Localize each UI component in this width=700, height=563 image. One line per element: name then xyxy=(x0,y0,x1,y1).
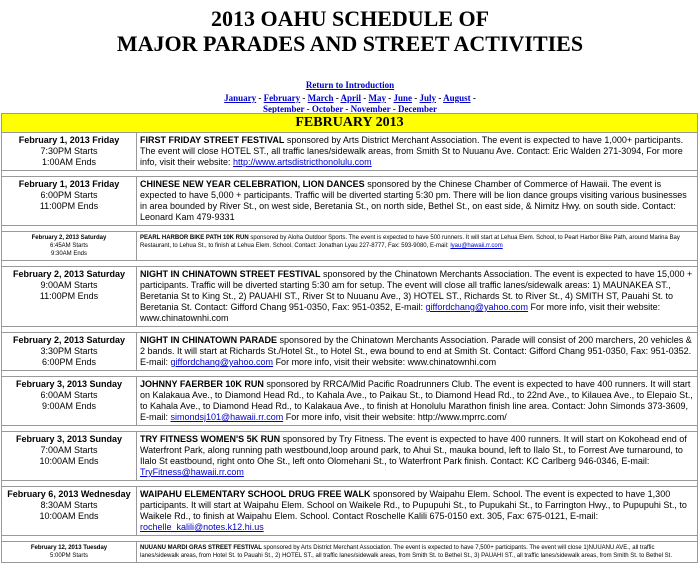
page-title-line2: MAJOR PARADES AND STREET ACTIVITIES xyxy=(116,31,584,56)
event-text: sponsored by Arts District Merchant Association. The event is expected to have 1,000+ participants. The event will close HOTEL ST., all traffic lanes/sidewalk areas, from Smith St to Nuuanu Ave. Contact: Eric Walden 271-3094, For more info, visit their website: xyxy=(140,135,684,167)
event-when xyxy=(2,377,137,426)
event-description xyxy=(137,432,698,481)
event-text: sponsored by Aloha Outdoor Sports. The event is expected to have 500 runners. It will start at Lehua Elem. School, to Pearl Harbor Bike Path, around Marina Bay Restaurant, to Lehua St., to finish at Lehua Elem. School. Contact: Jonathan Lyau 227-8777, Fax: 593-9080, E-mail: xyxy=(140,235,680,249)
event-when xyxy=(2,487,137,536)
event-row xyxy=(2,377,698,426)
event-end: 11:00PM Ends xyxy=(39,201,99,211)
event-end: 10:00AM Ends xyxy=(39,456,99,466)
event-name: CHINESE NEW YEAR CELEBRATION, LION DANCES xyxy=(140,179,365,189)
event-date: February 3, 2013 Sunday xyxy=(15,379,123,389)
month-navigation: Return to Introduction January - February - March - April - May - June - July - August - September - October - November - December xyxy=(224,80,476,114)
event-start: 7:00AM Starts xyxy=(40,445,98,455)
event-row xyxy=(2,432,698,481)
nav-november[interactable]: November xyxy=(350,104,391,114)
event-when xyxy=(2,432,137,481)
event-text: sponsored by the Chinatown Merchants Association. The event is expected to have 15,000 + participants. Traffic will be diverted starting 5:30 am for setup. The event will close all traffic lanes/sidewalk areas: 1) MAUNAKEA ST., Beretania St to King St., 2) PAUAHI ST., River St to Nuuanu Ave., 3) HOTEL ST., Richards St. to River St., 4) SMITH ST, Pauahi St. to Beretania St. Contact: Gifford Chang 951-0350, Fax: 951-0352, E-mail: xyxy=(140,269,693,312)
nav-january[interactable]: January xyxy=(224,93,257,103)
event-description xyxy=(137,133,698,171)
event-text: sponsored by the Chinatown Merchants Association. Parade will consist of 200 marchers, 20 vehicles & 2 bands. It will start at Richards St./Hotel St., to Hotel St., ewa bound to end at Smith St. Contact: Gifford Chang 951-0350, Fax: 951-0352. E-mail: xyxy=(140,335,692,367)
event-start: 7:30PM Starts xyxy=(40,146,98,156)
return-to-introduction-link[interactable]: Return to Introduction xyxy=(305,80,395,90)
event-date: February 2, 2013 Saturday xyxy=(31,235,107,241)
event-when xyxy=(2,267,137,327)
page-title-line1: 2013 OAHU SCHEDULE OF xyxy=(210,6,490,31)
event-name: NIGHT IN CHINATOWN PARADE xyxy=(140,335,277,345)
event-text: sponsored by the Chinese Chamber of Commerce of Hawaii. The event is expected to have 5,000 + participants. Traffic will be diverted starting 5:30 pm. There will be lion dance groups visiting various businesses in area bounded by River St., on west side, Beretania St., on north side, Bethel St., on east side, & Nimitz Hwy. on south side. Contact: Leonard Kam 479-9331 xyxy=(140,179,687,222)
event-start: 3:30PM Starts xyxy=(40,346,98,356)
event-link[interactable]: rochelle_kalili@notes.k12.hi.us xyxy=(140,522,264,532)
nav-may[interactable]: May xyxy=(368,93,387,103)
nav-august[interactable]: August xyxy=(443,93,471,103)
event-end: 9:30AM Ends xyxy=(50,251,88,257)
event-description xyxy=(137,377,698,426)
event-after: For more info, visit their website: www.chinatownhi.com xyxy=(273,357,497,367)
event-date: February 6, 2013 Wednesday xyxy=(7,489,131,499)
nav-june[interactable]: June xyxy=(393,93,413,103)
event-description xyxy=(137,333,698,371)
event-row xyxy=(2,333,698,371)
event-description xyxy=(137,177,698,226)
nav-october[interactable]: October xyxy=(311,104,344,114)
event-link[interactable]: lyau@hawaii.rr.com xyxy=(450,243,503,249)
event-text: sponsored by Waipahu Elem. School. The event is expected to have 1,300 participants. It will start at Waipahu Elem. School on Waikele Rd., to Pupupuhi St., to Pupukahi St., to Farrington Hwy., to Pupupuhi St., to Waikele Rd., to finish at Waipahu Elem. School. Contact Roschelle Kalili 675-0150 ext. 305, Fax: 675-0121, E-mail: xyxy=(140,489,687,521)
event-row xyxy=(2,177,698,226)
event-name: FIRST FRIDAY STREET FESTIVAL xyxy=(140,135,285,145)
event-when xyxy=(2,232,137,261)
event-name: NUUANU MARDI GRAS STREET FESTIVAL xyxy=(140,545,262,551)
event-when xyxy=(2,133,137,171)
event-description xyxy=(137,267,698,327)
month-header: FEBRUARY 2013 xyxy=(2,114,698,133)
event-end: 11:00PM Ends xyxy=(39,291,99,301)
event-name: TRY FITNESS WOMEN'S 5K RUN xyxy=(140,434,281,444)
event-start: 6:00AM Starts xyxy=(40,390,98,400)
event-description xyxy=(137,487,698,536)
event-name: NIGHT IN CHINATOWN STREET FESTIVAL xyxy=(140,269,321,279)
event-text: sponsored by Arts District Merchant Association. The event is expected to have 7,500+ participants. The event will close 1)NUUANU AVE., all traffic lanes/sidewalk areas, from Hotel St. to Pauahi St., 2) HOTEL ST., all traffic lanes/sidewalk areas, from Smith St. to Bethel St., 3) PAUAHI ST., all traffic lanes/sidewalk areas, from Smith St. to Bethel St. xyxy=(140,545,672,559)
event-description xyxy=(137,542,698,563)
event-row xyxy=(2,232,698,261)
nav-april[interactable]: April xyxy=(340,93,362,103)
event-link[interactable]: simondsj101@hawaii.rr.com xyxy=(170,412,284,422)
event-when xyxy=(2,333,137,371)
event-link[interactable]: giffordchang@yahoo.com xyxy=(425,302,529,312)
event-row xyxy=(2,487,698,536)
event-end: 6:00PM Ends xyxy=(41,357,97,367)
event-name: PEARL HARBOR BIKE PATH 10K RUN xyxy=(140,235,249,241)
event-start: 6:45AM Starts xyxy=(49,243,88,249)
event-when xyxy=(2,542,137,563)
schedule-table xyxy=(1,113,698,563)
event-end: 9:00AM Ends xyxy=(41,401,97,411)
nav-december[interactable]: December xyxy=(398,104,437,114)
event-after: For more info, visit their website: http://www.mprrc.com/ xyxy=(283,412,507,422)
event-text: sponsored by RRCA/Mid Pacific Roadrunners Club. The event is expected to have 400 runners. It will start on Kalakaua Ave., to Diamond Head Rd., to Kahala Ave., to Paikau St., to Diamond Head Rd., to 22nd Ave., to Kilauea Ave., to Elepaio St., to Kahala Ave., to Diamond Head Rd., to Kalakaua Ave., to finish at Honolulu Marathon finish line area. Contact: John Simonds 373-3609, E-mail: xyxy=(140,379,693,422)
nav-february[interactable]: February xyxy=(263,93,301,103)
event-row xyxy=(2,267,698,327)
event-link[interactable]: giffordchang@yahoo.com xyxy=(170,357,274,367)
event-row xyxy=(2,133,698,171)
event-row xyxy=(2,542,698,563)
event-date: February 12, 2013 Tuesday xyxy=(30,545,108,551)
event-date: February 2, 2013 Saturday xyxy=(12,269,126,279)
event-date: February 3, 2013 Sunday xyxy=(15,434,123,444)
event-end: 10:00AM Ends xyxy=(39,511,99,521)
event-link[interactable]: http://www.artsdistricthonolulu.com xyxy=(233,157,372,167)
event-start: 9:00AM Starts xyxy=(40,280,98,290)
nav-july[interactable]: July xyxy=(419,93,437,103)
event-description xyxy=(137,232,698,261)
event-name: JOHNNY FAERBER 10K RUN xyxy=(140,379,264,389)
event-date: February 1, 2013 Friday xyxy=(18,179,120,189)
event-start: 5:00PM Starts xyxy=(49,553,88,559)
event-end: 1:00AM Ends xyxy=(41,157,97,167)
event-after: For more info, visit their website: www.chinatownhi.com xyxy=(140,302,661,323)
event-date: February 2, 2013 Saturday xyxy=(12,335,126,345)
nav-september[interactable]: September xyxy=(263,104,305,114)
event-name: WAIPAHU ELEMENTARY SCHOOL DRUG FREE WALK xyxy=(140,489,371,499)
event-date: February 1, 2013 Friday xyxy=(18,135,120,145)
event-link[interactable]: TryFitness@hawaii.rr.com xyxy=(140,467,244,477)
event-when xyxy=(2,177,137,226)
event-start: 6:00PM Starts xyxy=(40,190,98,200)
nav-march[interactable]: March xyxy=(307,93,334,103)
event-start: 8:30AM Starts xyxy=(40,500,98,510)
event-text: sponsored by Try Fitness. The event is expected to have 400 runners. It will start on Kokohead end of Waterfront Park, along running path westbound,loop around park, to Ahui St., mauka bound, left to Ilalo St., to Forrest Ave turnaround, to Ilalo St eastbound, right onto Ohe St., left onto Olomehani St., to Waterfront Park finish. Contact: KC Carlberg 946-0346, E-mail: xyxy=(140,434,687,466)
